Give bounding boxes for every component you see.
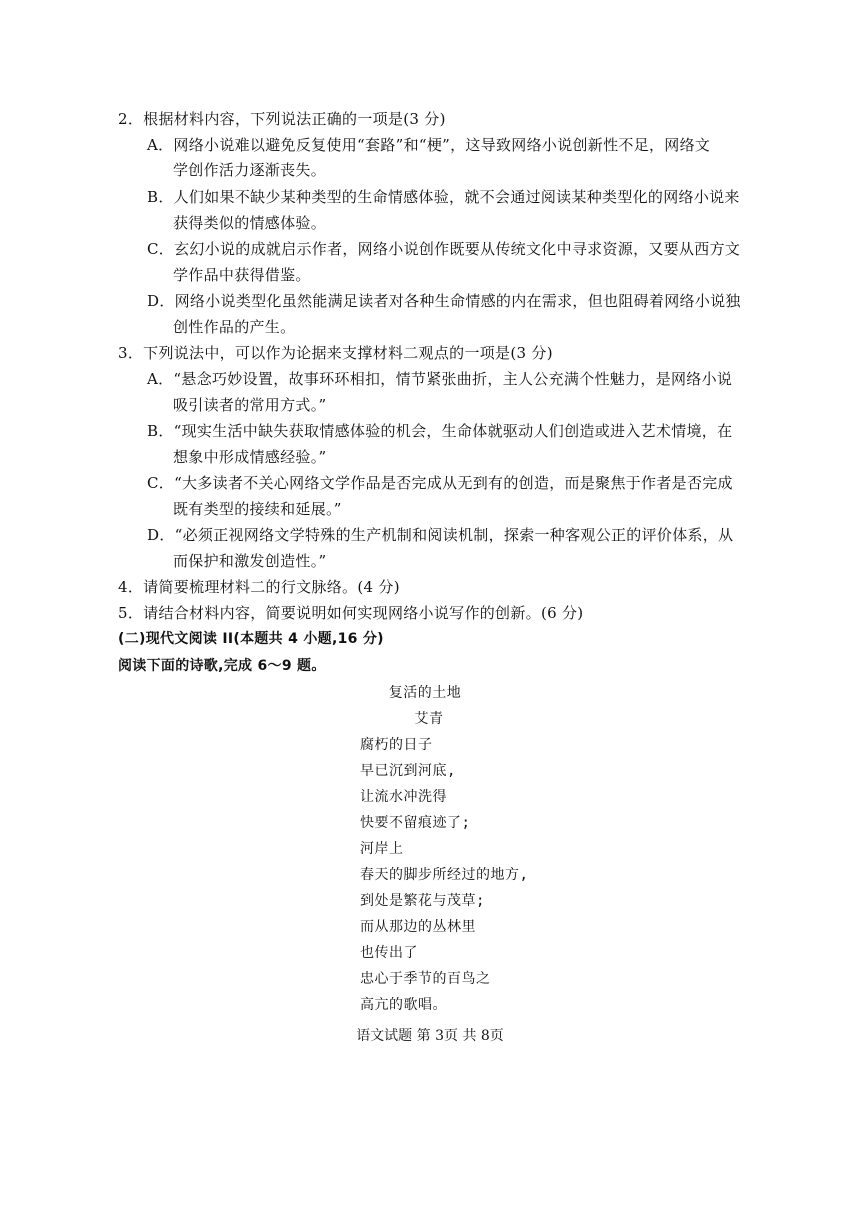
question-2-option-b: B．人们如果不缺少某种类型的生命情感体验，就不会通过阅读某种类型化的网络小说来 [147,188,740,206]
poem-line: 让流水冲洗得 [360,789,447,805]
page-footer: 语文试题 第 3页 共 8页 [356,1028,504,1044]
question-3-option-c: C．“大多读者不关心网络文学作品是否完成从无到有的创造，而是聚焦于作者是否完成 [147,474,733,492]
question-2-option-c-cont: 学作品中获得借鉴。 [173,266,311,284]
question-2-stem: 2．根据材料内容，下列说法正确的一项是(3 分) [118,110,446,128]
question-3-option-b-cont: 想象中形成情感经验。” [173,448,327,466]
question-2-option-b-cont: 获得类似的情感体验。 [173,214,327,232]
poem-line: 快要不留痕迹了; [360,815,471,831]
section-heading: (二)现代文阅读 II(本题共 4 小题,16 分) [118,631,384,647]
question-3-option-d: D．“必须正视网络文学特殊的生产机制和阅读机制，探索一种客观公正的评价体系，从 [147,526,734,544]
question-2-option-c: C．玄幻小说的成就启示作者，网络小说创作既要从传统文化中寻求资源，又要从西方文 [147,240,741,258]
question-2-option-a: A．网络小说难以避免反复使用“套路”和“梗”，这导致网络小说创新性不足，网络文 [147,136,711,154]
poem-line: 忠心于季节的百鸟之 [360,971,491,987]
poem-line: 早已沉到河底, [360,763,456,779]
question-4: 4．请简要梳理材料二的行文脉络。(4 分) [118,578,400,596]
poem-line: 高亢的歌唱。 [360,997,447,1013]
question-5: 5．请结合材料内容，简要说明如何实现网络小说写作的创新。(6 分) [118,604,584,622]
poem-line: 河岸上 [360,841,404,857]
question-2-option-d: D．网络小说类型化虽然能满足读者对各种生命情感的内在需求，但也阻碍着网络小说独 [147,292,741,310]
question-3-option-c-cont: 既有类型的接续和延展。” [173,500,342,518]
question-3-option-d-cont: 而保护和激发创造性。” [173,552,327,570]
question-2-option-a-cont: 学创作活力逐渐丧失。 [173,161,327,179]
poem-line: 春天的脚步所经过的地方, [360,867,529,883]
question-3-option-b: B．“现实生活中缺失获取情感体验的机会，生命体就驱动人们创造或进入艺术情境，在 [147,422,733,440]
poem-title: 复活的土地 [388,685,462,701]
poem-line: 而从那边的丛林里 [360,919,476,935]
poem-author: 艾青 [414,711,444,727]
poem-line: 腐朽的日子 [360,737,433,753]
question-2-option-d-cont: 创性作品的产生。 [173,318,296,336]
poem-line: 到处是繁花与茂草; [360,893,485,909]
question-3-option-a: A．“悬念巧妙设置，故事环环相扣，情节紧张曲折，主人公充满个性魅力，是网络小说 [147,370,733,388]
question-3-stem: 3．下列说法中，可以作为论据来支撑材料二观点的一项是(3 分) [118,344,553,362]
section-instruction: 阅读下面的诗歌,完成 6～9 题。 [118,658,326,674]
question-3-option-a-cont: 吸引读者的常用方式。” [173,396,327,414]
poem-line: 也传出了 [360,945,418,961]
